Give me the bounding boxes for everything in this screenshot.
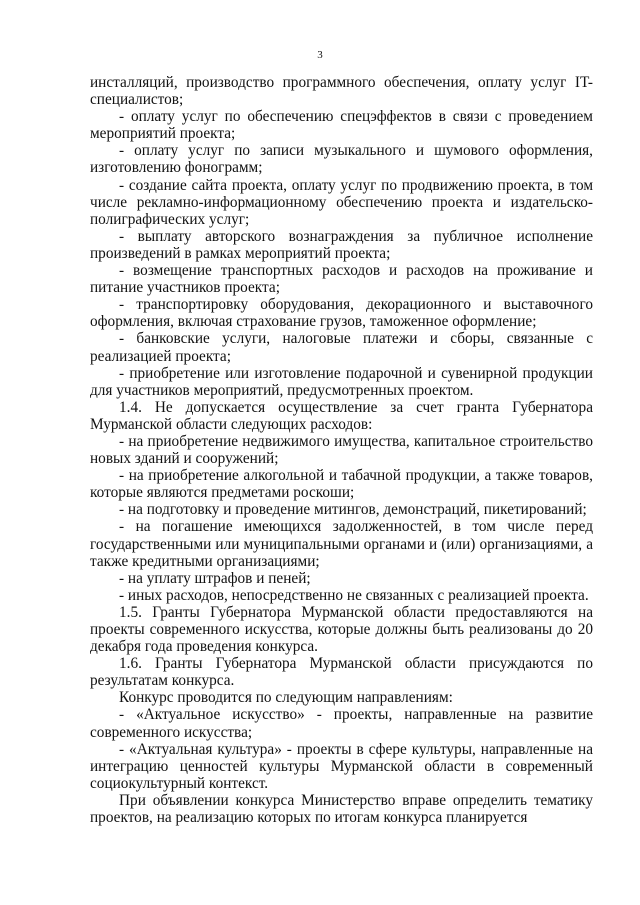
paragraph: При объявлении конкурса Министерство вправе определить тематику проектов, на реализацию которых по итогам конкурса планируется xyxy=(90,791,593,827)
paragraph: - «Актуальная культура» - проекты в сфере культуры, направленные на интеграцию ценностей культуры Мурманской области в современный социокультурный контекст. xyxy=(90,740,593,792)
paragraph: 1.5. Гранты Губернатора Мурманской области предоставляются на проекты современного искусства, которые должны быть реализованы до 20 декабря года проведения конкурса. xyxy=(90,603,593,656)
paragraph: - выплату авторского вознаграждения за публичное исполнение произведений в рамках мероприятий проекта; xyxy=(90,227,593,262)
paragraph: - на подготовку и проведение митингов, демонстраций, пикетирований; xyxy=(119,501,587,519)
paragraph: - иных расходов, непосредственно не связанных с реализацией проекта. xyxy=(119,586,589,604)
paragraph: 1.6. Гранты Губернатора Мурманской области присуждаются по результатам конкурса. xyxy=(90,655,593,690)
paragraph: 1.4. Не допускается осуществление за счет гранта Губернатора Мурманской области следующих расходов: xyxy=(90,398,593,433)
paragraph: Конкурс проводится по следующим направлениям: xyxy=(119,689,453,707)
page-number: 3 xyxy=(317,49,323,61)
paragraph: - «Актуальное искусство» - проекты, направленные на развитие современного искусства; xyxy=(90,706,593,741)
paragraph: - транспортировку оборудования, декорационного и выставочного оформления, включая страхование грузов, таможенное оформление; xyxy=(90,296,593,331)
paragraph: - оплату услуг по обеспечению спецэффектов в связи с проведением мероприятий проекта; xyxy=(90,108,593,143)
paragraph: - создание сайта проекта, оплату услуг по продвижению проекта, в том числе рекламно-информационному обеспечению проекта и издательско-полиграфических услуг; xyxy=(90,176,593,228)
paragraph: инсталляций, производство программного обеспечения, оплату услуг IT-специалистов; xyxy=(90,74,593,109)
paragraph: - приобретение или изготовление подарочной и сувенирной продукции для участников мероприятий, предусмотренных проектом. xyxy=(90,364,593,399)
paragraph: - на уплату штрафов и пеней; xyxy=(119,569,311,587)
body-text xyxy=(90,74,593,826)
paragraph: - оплату услуг по записи музыкального и шумового оформления, изготовлению фонограмм; xyxy=(90,142,593,177)
paragraph: - на приобретение алкогольной и табачной продукции, а также товаров, которые являются предметами роскоши; xyxy=(90,467,593,502)
paragraph: - на погашение имеющихся задолженностей, в том числе перед государственными или муниципальными органами и (или) организациями, а также кредитными организациями; xyxy=(90,518,593,570)
paragraph: - возмещение транспортных расходов и расходов на проживание и питание участников проекта; xyxy=(90,262,593,297)
paragraph: - на приобретение недвижимого имущества, капитальное строительство новых зданий и сооружений; xyxy=(90,432,593,468)
paragraph: - банковские услуги, налоговые платежи и сборы, связанные с реализацией проекта; xyxy=(90,330,593,365)
